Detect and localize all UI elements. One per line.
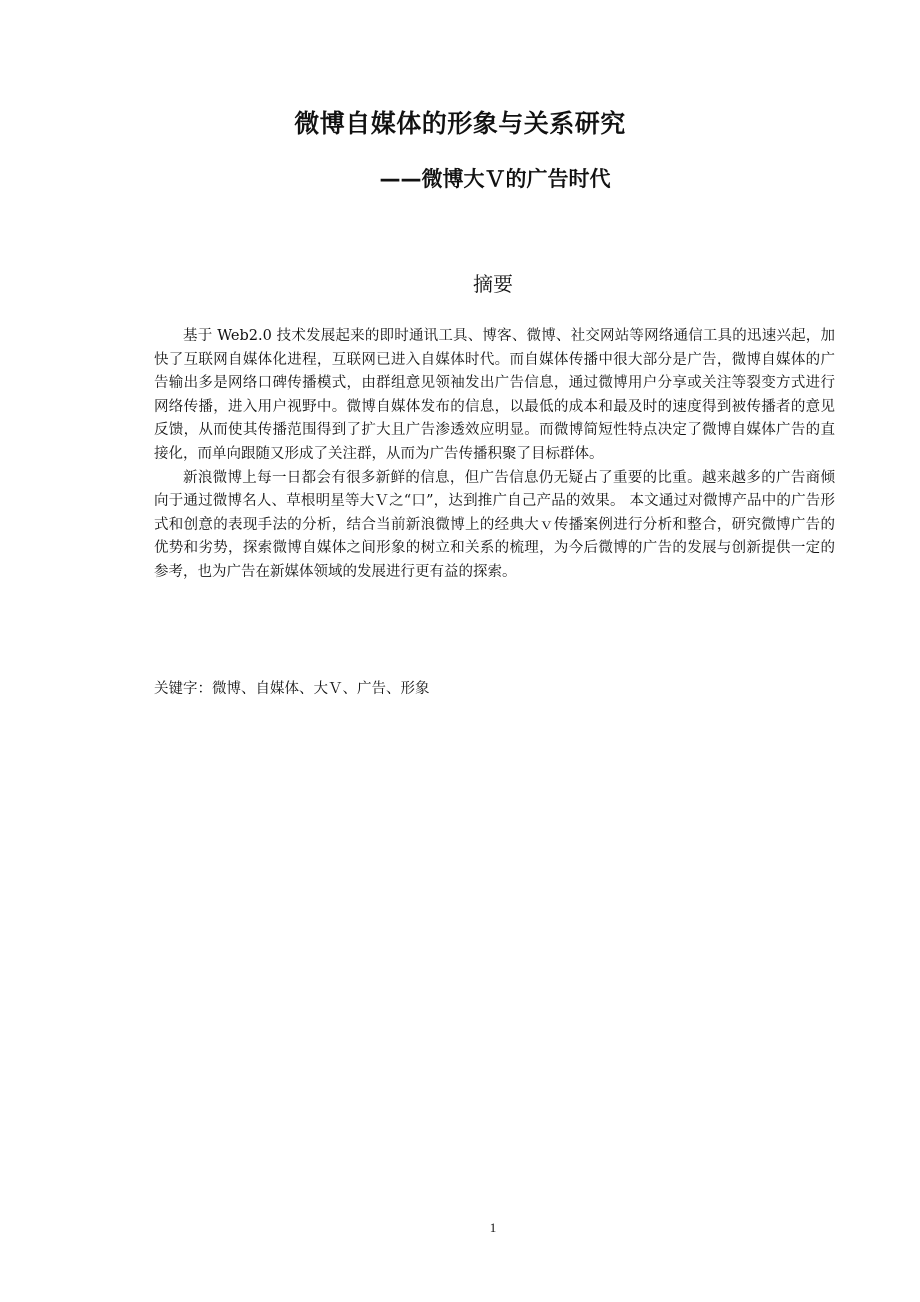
keywords-line: 关键字：微博、自媒体、大Ｖ、广告、形象 xyxy=(154,681,430,697)
abstract-heading: 摘要 xyxy=(473,272,513,296)
abstract-paragraph-1: 基于 Web2.0 技术发展起来的即时通讯工具、博客、微博、社交网站等网络通信工具的迅速兴起，加快了互联网自媒体化进程，互联网已进入自媒体时代。而自媒体传播中很大部分是广告，微博自媒体的广告输出多是网络口碑传播模式，由群组意见领袖发出广告信息，通过微博用户分享或关注等裂变方式进行网络传播，进入用户视野中。微博自媒体发布的信息，以最低的成本和最及时的速度得到被传播者的意见反馈，从而使其传播范围得到了扩大且广告渗透效应明显。而微博简短性特点决定了微博自媒体广告的直接化，而单向跟随又形成了关注群，从而为广告传播积聚了目标群体。 xyxy=(154,328,835,462)
abstract-paragraph-2: 新浪微博上每一日都会有很多新鲜的信息，但广告信息仍无疑占了重要的比重。越来越多的广告商倾向于通过微博名人、草根明星等大Ｖ之“口”，达到推广自己产品的效果。 本文通过对微博产品中的广告形式和创意的表现手法的分析，结合当前新浪微博上的经典大ｖ传播案例进行分析和整合，研究微博广告的优势和劣势，探索微博自媒体之间形象的树立和关系的梳理，为今后微博的广告的发展与创新提供一定的参考，也为广告在新媒体领域的发展进行更有益的探索。 xyxy=(154,469,835,580)
page-number: 1 xyxy=(489,1220,497,1235)
document-subtitle: ——微博大Ｖ的广告时代 xyxy=(379,167,611,191)
abstract-body xyxy=(154,325,835,585)
document-title: 微博自媒体的形象与关系研究 xyxy=(294,109,626,138)
